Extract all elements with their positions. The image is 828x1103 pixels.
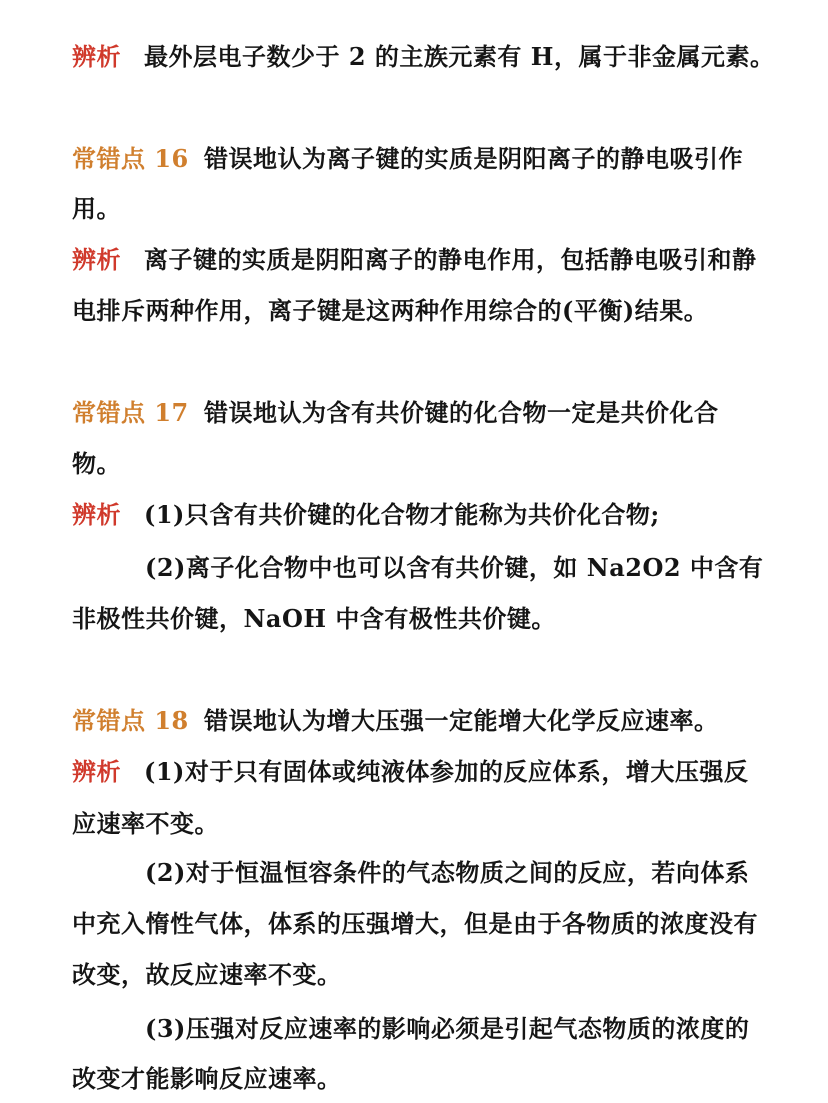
analysis-text: 改变才能影响反应速率。 [72,1064,342,1093]
error-point-text: 用。 [72,194,121,223]
analysis-text: (2)离子化合物中也可以含有共价键，如 Na2O2 中含有 [145,553,764,582]
analysis-line [72,808,762,840]
analysis-line [72,1063,762,1095]
analysis-line [72,499,762,531]
analysis-text: 电排斥两种作用，离子键是这两种作用综合的(平衡)结果。 [72,296,709,325]
analysis-line [72,959,762,991]
analysis-text: 中充入惰性气体，体系的压强增大，但是由于各物质的浓度没有 [72,909,758,938]
analysis-text: (2)对于恒温恒容条件的气态物质之间的反应，若向体系 [145,858,750,887]
error-point-text: 错误地认为离子键的实质是阴阳离子的静电吸引作 [204,144,743,173]
error-point-line [72,193,762,225]
analysis-text: (3)压强对反应速率的影响必须是引起气态物质的浓度的 [145,1014,750,1043]
error-point-line [72,397,762,429]
error-point-label: 常错点 18 [72,706,189,735]
error-point-line [72,143,762,175]
analysis-text: (1)只含有共价键的化合物才能称为共价化合物; [144,500,660,529]
analysis-line [145,1013,765,1045]
error-point-line [72,448,762,480]
analysis-text: 改变，故反应速率不变。 [72,960,342,989]
error-point-text: 物。 [72,449,121,478]
error-point-text: 错误地认为含有共价键的化合物一定是共价化合 [204,398,719,427]
analysis-line [72,756,762,788]
analysis-line [145,552,765,584]
analysis-line [72,603,762,635]
analysis-line [72,908,762,940]
error-point-text: 错误地认为增大压强一定能增大化学反应速率。 [204,706,719,735]
error-point-label: 常错点 16 [72,144,189,173]
analysis-line [145,857,765,889]
analysis-label: 辨析 [72,757,121,786]
analysis-label: 辨析 [72,500,121,529]
error-point-line [72,705,762,737]
analysis-text: (1)对于只有固体或纯液体参加的反应体系，增大压强反 [144,757,749,786]
analysis-text: 离子键的实质是阴阳离子的静电作用，包括静电吸引和静 [144,245,757,274]
analysis-line [72,41,775,73]
analysis-label: 辨析 [72,42,121,71]
analysis-line [72,244,762,276]
analysis-line [72,295,762,327]
analysis-text: 应速率不变。 [72,809,219,838]
error-point-label: 常错点 17 [72,398,189,427]
analysis-label: 辨析 [72,245,121,274]
analysis-text: 非极性共价键，NaOH 中含有极性共价键。 [72,604,556,633]
analysis-text: 最外层电子数少于 2 的主族元素有 H，属于非金属元素。 [144,42,775,71]
